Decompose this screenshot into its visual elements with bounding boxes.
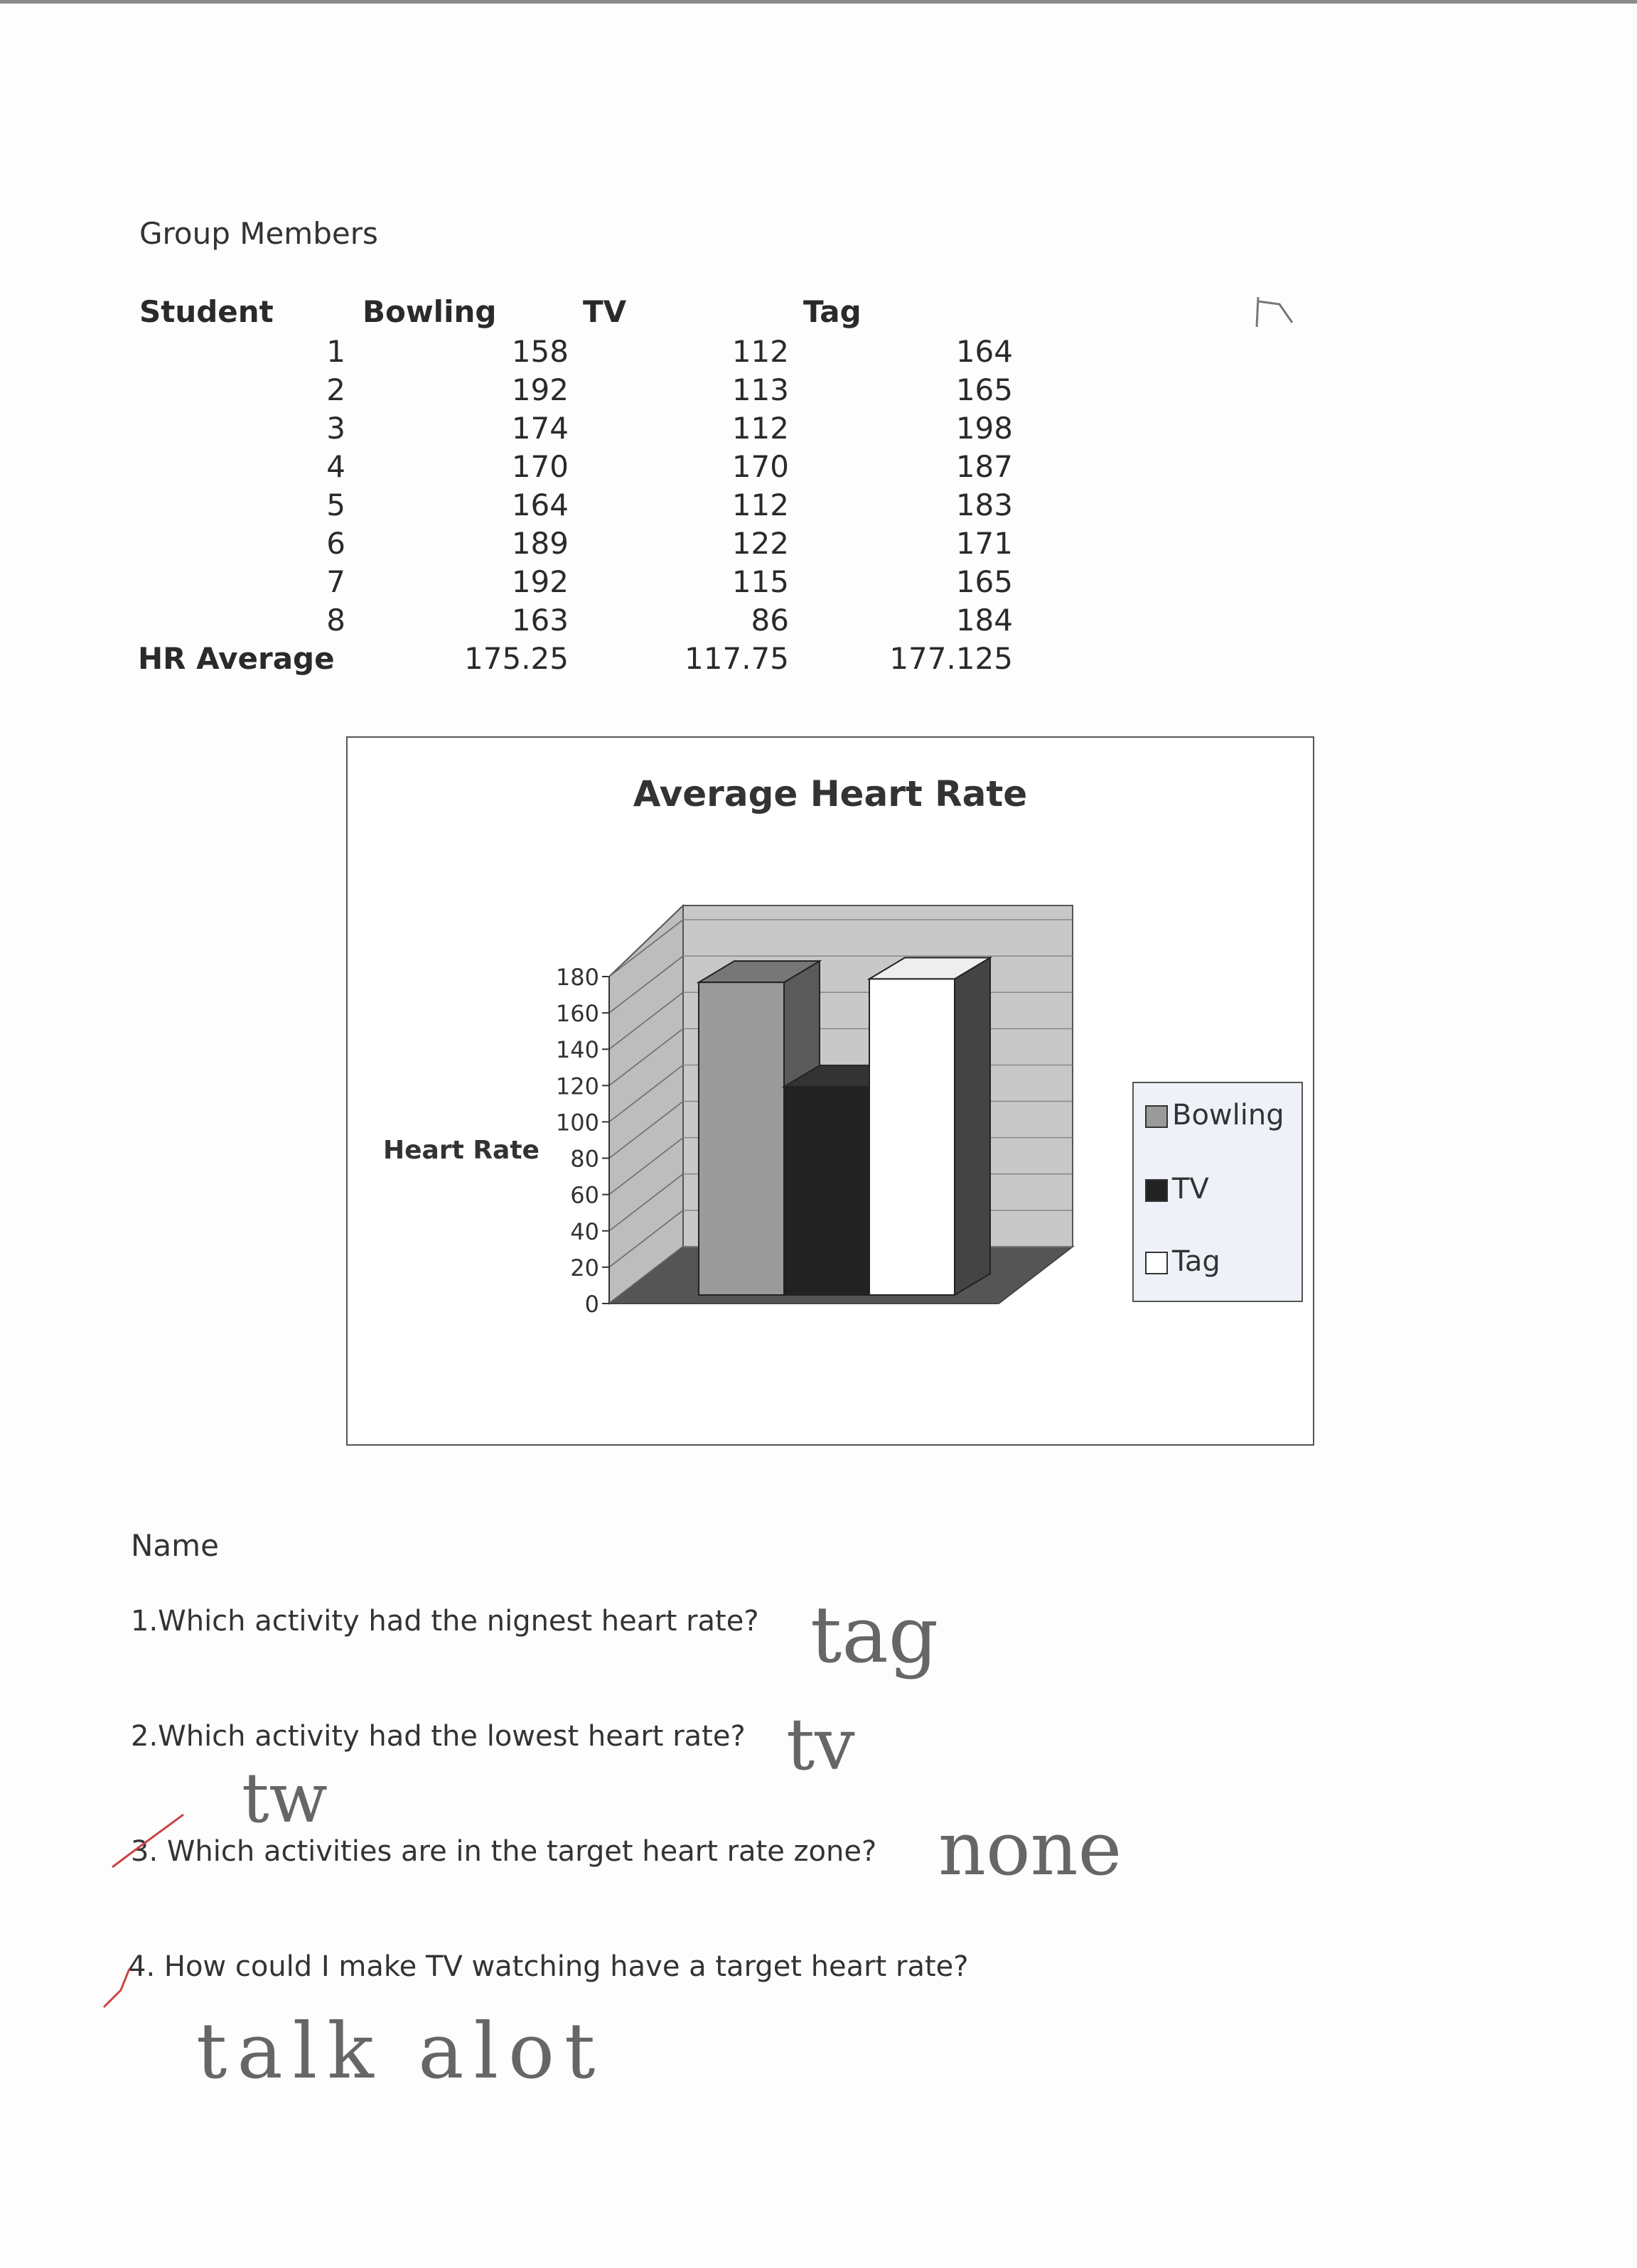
- student-number: 5: [326, 488, 345, 522]
- bar: [869, 979, 955, 1295]
- chart-frame: [346, 736, 1314, 1446]
- bowling-value: 174: [511, 411, 569, 446]
- legend-label-tag: Tag: [1172, 1245, 1220, 1278]
- bar: [784, 1087, 869, 1295]
- y-tick-label: 120: [555, 1073, 599, 1100]
- student-number: 2: [326, 372, 345, 407]
- bowling-value: 192: [511, 564, 569, 599]
- answer-3-handwriting: none: [938, 1805, 1122, 1892]
- y-tick-label: 100: [555, 1109, 599, 1136]
- legend-item-tv: [1145, 1173, 1209, 1205]
- tag-value: 184: [955, 603, 1013, 638]
- tag-average: 177.125: [889, 641, 1013, 676]
- tv-value: 112: [731, 411, 789, 446]
- bowling-value: 164: [511, 488, 569, 522]
- chart-legend: [1132, 1082, 1303, 1302]
- tag-value: 165: [955, 564, 1013, 599]
- red-check-mark: [100, 1962, 142, 2011]
- hr-average-label: HR Average: [138, 641, 335, 676]
- answer-4-handwriting: talk alot: [196, 2007, 606, 2096]
- legend-swatch-bowling: [1145, 1105, 1168, 1128]
- red-check-mark: [107, 1809, 192, 1873]
- bar: [699, 982, 784, 1295]
- bowling-average: 175.25: [464, 641, 569, 676]
- y-tick-label: 180: [555, 964, 599, 991]
- tv-value: 170: [731, 449, 789, 484]
- page-top-edge: [0, 0, 1637, 4]
- y-tick-label: 140: [555, 1036, 599, 1064]
- tv-value: 122: [731, 526, 789, 561]
- legend-item-bowling: [1145, 1099, 1284, 1132]
- y-tick-label: 20: [570, 1254, 599, 1281]
- table-header-bowling: Bowling: [363, 294, 497, 329]
- question-3: 3. Which activities are in the target heart rate zone?: [131, 1835, 877, 1868]
- tag-value: 187: [955, 449, 1013, 484]
- name-label: Name: [131, 1528, 219, 1563]
- pencil-mark: [1251, 291, 1301, 334]
- table-header-tv: TV: [583, 294, 627, 329]
- y-axis-label: Heart Rate: [383, 1136, 540, 1165]
- tag-value: 164: [955, 334, 1013, 369]
- answer-2-extra-handwriting: tw: [242, 1758, 328, 1838]
- legend-item-tag: [1145, 1245, 1220, 1278]
- tag-value: 198: [955, 411, 1013, 446]
- answer-2-handwriting: tv: [786, 1703, 855, 1786]
- bowling-value: 163: [511, 603, 569, 638]
- student-number: 3: [326, 411, 345, 446]
- question-4: 4. How could I make TV watching have a target heart rate?: [128, 1950, 969, 1983]
- legend-swatch-tv: [1145, 1179, 1168, 1202]
- y-tick-label: 160: [555, 1000, 599, 1028]
- tv-value: 86: [751, 603, 789, 638]
- y-tick-label: 80: [570, 1145, 599, 1173]
- legend-label-bowling: Bowling: [1172, 1099, 1284, 1132]
- answer-1-handwriting: tag: [810, 1589, 939, 1680]
- bowling-value: 170: [511, 449, 569, 484]
- y-tick-label: 0: [584, 1291, 599, 1318]
- tag-value: 165: [955, 372, 1013, 407]
- legend-swatch-tag: [1145, 1252, 1168, 1274]
- table-header-student: Student: [139, 294, 274, 329]
- table-header-tag: Tag: [803, 294, 862, 329]
- student-number: 7: [326, 564, 345, 599]
- y-tick-label: 40: [570, 1218, 599, 1245]
- bar-side: [955, 957, 990, 1295]
- group-members-label: Group Members: [139, 216, 378, 251]
- tag-value: 183: [955, 488, 1013, 522]
- question-2: 2.Which activity had the lowest heart rate?: [131, 1720, 746, 1753]
- student-number: 8: [326, 603, 345, 638]
- student-number: 6: [326, 526, 345, 561]
- bowling-value: 189: [511, 526, 569, 561]
- tag-value: 171: [955, 526, 1013, 561]
- bowling-value: 158: [511, 334, 569, 369]
- tv-value: 113: [731, 372, 789, 407]
- tv-value: 112: [731, 488, 789, 522]
- question-1: 1.Which activity had the nignest heart rate?: [131, 1605, 759, 1638]
- y-tick-label: 60: [570, 1181, 599, 1209]
- chart-title: Average Heart Rate: [633, 773, 1028, 815]
- tv-value: 112: [731, 334, 789, 369]
- student-number: 1: [326, 334, 345, 369]
- tv-average: 117.75: [685, 641, 789, 676]
- legend-label-tv: TV: [1172, 1173, 1209, 1205]
- bowling-value: 192: [511, 372, 569, 407]
- tv-value: 115: [731, 564, 789, 599]
- student-number: 4: [326, 449, 345, 484]
